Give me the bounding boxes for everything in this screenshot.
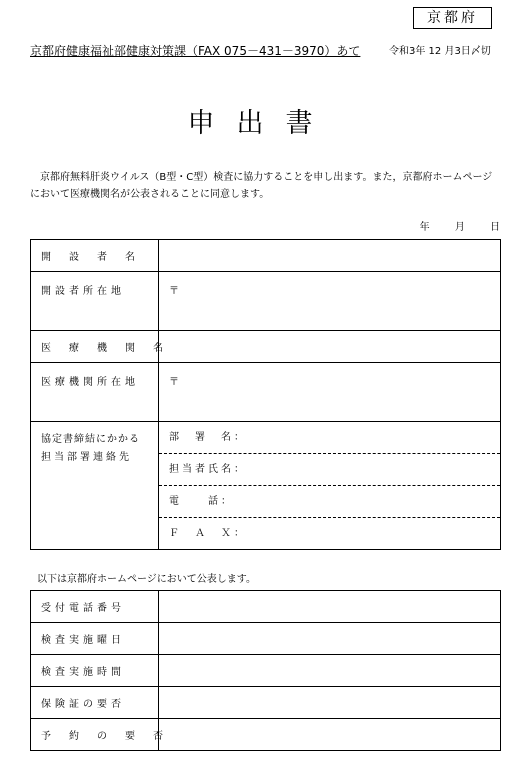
row-founder [31,240,501,272]
field-dept[interactable] [159,422,500,453]
label-contact-line-1: 協定書締結にかかる [41,434,140,445]
date-day: 日 [490,222,500,233]
input-insurance[interactable] [159,687,501,719]
document-title: 申出書 [187,108,335,139]
label-dept: 部 署 名： [169,432,247,443]
application-form-table [30,239,501,550]
label-exam-hours: 検査実施時間 [31,655,159,687]
label-facility-name: 医 療 機 関 名 [31,331,159,363]
input-reservation[interactable] [159,719,501,751]
input-founder-address[interactable] [159,272,501,331]
label-person: 担当者氏名： [169,464,247,475]
row-exam-hours [31,655,501,687]
date-line [398,221,500,235]
input-reception-phone[interactable] [159,591,501,623]
row-reception-phone [31,591,501,623]
label-fax: Ｆ Ａ Ｘ： [169,528,247,539]
row-exam-days [31,623,501,655]
contact-fields [159,422,501,550]
input-exam-days[interactable] [159,623,501,655]
input-exam-hours[interactable] [159,655,501,687]
date-year: 年 [419,222,430,233]
row-facility-name [31,331,501,363]
postal-mark: 〒 [169,377,179,388]
field-person[interactable] [159,453,500,485]
label-exam-days: 検査実施曜日 [31,623,159,655]
prefecture-badge: 京都府 [413,7,492,29]
label-reservation: 予 約 の 要 否 [31,719,159,751]
field-fax[interactable] [159,517,500,549]
input-founder[interactable] [159,240,501,272]
date-month: 月 [454,222,465,233]
label-reception-phone: 受付電話番号 [31,591,159,623]
label-founder: 開 設 者 名 [31,240,159,272]
row-reservation [31,719,501,751]
label-phone: 電 話： [169,496,234,507]
input-facility-name[interactable] [159,331,501,363]
intro-paragraph: 京都府無料肝炎ウイルス（B型・C型）検査に協力することを申し出ます。また，京都府ホームページにおいて医療機関名が公表されることに同意します。 [30,172,493,200]
label-insurance: 保険証の要否 [31,687,159,719]
row-facility-address [31,363,501,422]
row-insurance [31,687,501,719]
public-note: 以下は京都府ホームページにおいて公表します。 [37,574,256,585]
row-contact [31,422,501,550]
label-contact-line-2: 担当部署連絡先 [41,452,132,463]
field-phone[interactable] [159,485,500,517]
addressee-line: 京都府健康福祉部健康対策課（FAX 075－431－3970）あて [30,44,361,58]
label-facility-address: 医療機関所在地 [31,363,159,422]
deadline: 令和3年 12 月3日〆切 [389,46,491,57]
row-founder-address [31,272,501,331]
postal-mark: 〒 [169,286,179,297]
label-founder-address: 開設者所在地 [31,272,159,331]
label-contact [31,422,159,550]
public-info-table [30,590,501,751]
input-facility-address[interactable] [159,363,501,422]
